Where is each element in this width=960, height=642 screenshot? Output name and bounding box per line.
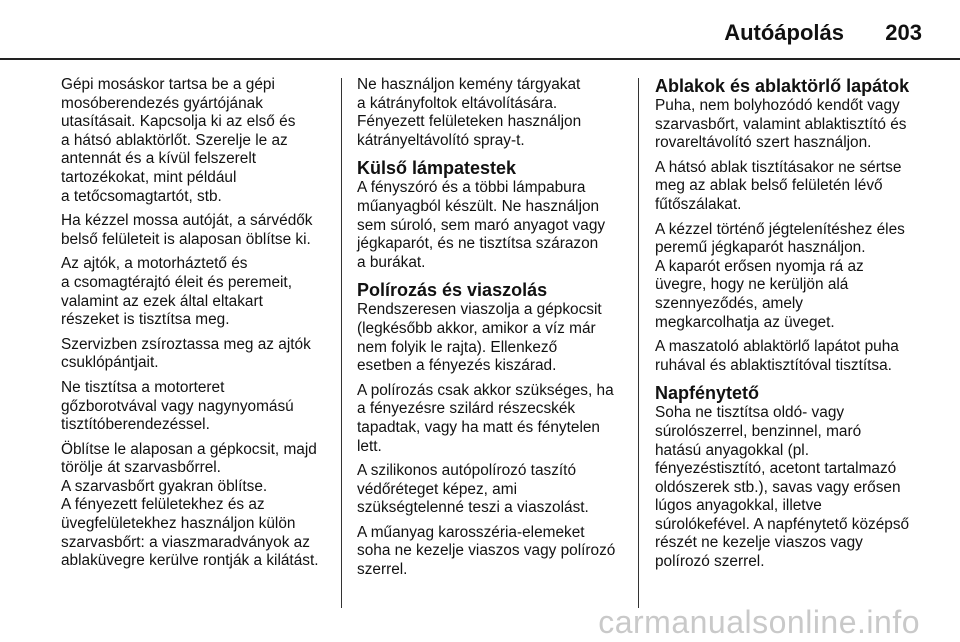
text-column-1	[61, 76, 333, 577]
body-paragraph: Puha, nem bolyhozódó kendőt vagy szarvasbőrt, valamint ablaktisztító és rovareltávolító szert használjon.	[655, 97, 907, 152]
body-paragraph: Az ajtók, a motorháztető és a csomagtérajtó éleit és peremeit, valamint az ezek által eltakart részeket is tisztítsa meg.	[61, 255, 292, 329]
column-divider-2	[638, 78, 639, 608]
section-heading: Külső lámpatestek	[357, 158, 517, 179]
body-paragraph: Gépi mosáskor tartsa be a gépi mosóberendezés gyártójának utasításait. Kapcsolja ki az első és a hátsó ablaktörlőt. Szerelje le az antennát és a kívül felszerelt tartozékokat, mint például a tetőcsomagtartót, stb.	[61, 76, 296, 205]
body-paragraph: A fényszóró és a többi lámpabura műanyagból készült. Ne használjon sem súroló, sem maró anyagot vagy jégkaparót, és ne tisztítsa szárazon a burákat.	[357, 179, 606, 271]
body-paragraph: A maszatoló ablaktörlő lapátot puha ruhával és ablaktisztítóval tisztítsa.	[655, 338, 899, 374]
watermark: carmanualsonline.info	[598, 604, 920, 640]
header-rule	[0, 58, 960, 60]
text-column-3	[655, 76, 930, 578]
section-heading: Napfénytető	[655, 383, 760, 404]
page-header	[0, 0, 960, 58]
body-paragraph: Ha kézzel mossa autóját, a sárvédők belső felületeit is alaposan öblítse ki.	[61, 212, 313, 248]
body-paragraph: A szilikonos autópolírozó taszító védőréteget képez, ami szükségtelenné teszi a viaszolást.	[357, 462, 589, 517]
body-paragraph: Rendszeresen viaszolja a gépkocsit (legkésőbb akkor, amikor a víz már nem folyik le rajta). Ellenkező esetben a fényezés kiszárad.	[357, 301, 602, 375]
body-paragraph: A hátsó ablak tisztításakor ne sértse meg az ablak belső felületén lévő fűtőszálakat.	[655, 158, 902, 213]
body-paragraph: Ne használjon kemény tárgyakat a kátrányfoltok eltávolítására. Fényezett felületeken használjon kátrányeltávolító spray-t.	[357, 76, 582, 149]
body-paragraph: A műanyag karosszéria-elemeket soha ne kezelje viaszos vagy polírozó szerrel.	[357, 523, 616, 579]
body-paragraph: A polírozás csak akkor szükséges, ha a fényezésre szilárd részecskék tapadtak, vagy ha matt és fénytelen lett.	[357, 381, 614, 455]
body-paragraph: Öblítse le alaposan a gépkocsit, majd törölje át szarvasbőrrel. A szarvasbőrt gyakran öblítse. A fényezett felületekhez és az üvegfelületekhez használjon külön szarvasbőrt: a viaszmaradványok az ablaküvegre kerülve rontják a kilátást.	[61, 440, 319, 570]
page-number: 203	[885, 20, 922, 45]
section-heading: Ablakok és ablaktörlő lapátok	[655, 76, 910, 96]
body-paragraph: A kézzel történő jégtelenítéshez éles peremű jégkaparót használjon. A kaparót erősen nyomja rá az üvegre, hogy ne kerüljön alá szennyeződés, amely megkarcolhatja az üveget.	[655, 220, 905, 331]
page-title: Autóápolás	[724, 20, 844, 45]
body-paragraph: Ne tisztítsa a motorteret gőzborotvával vagy nagynyomású tisztítóberendezéssel.	[61, 378, 294, 434]
body-paragraph: Szervizben zsíroztassa meg az ajtók csuklópántjait.	[61, 335, 311, 372]
text-column-2	[357, 76, 629, 586]
column-divider-1	[341, 78, 342, 608]
body-paragraph: Soha ne tisztítsa oldó- vagy súrolószerrel, benzinnel, maró hatású anyagokkal (pl. fényezéstisztító, acetont tartalmazó oldószerek stb.), savas vagy erősen lúgos anyagokkal, illetve súrolókefével. A napfénytető középső részét ne kezelje viaszos vagy polírozó szerrel.	[655, 404, 910, 571]
section-heading: Polírozás és viaszolás	[357, 280, 548, 301]
